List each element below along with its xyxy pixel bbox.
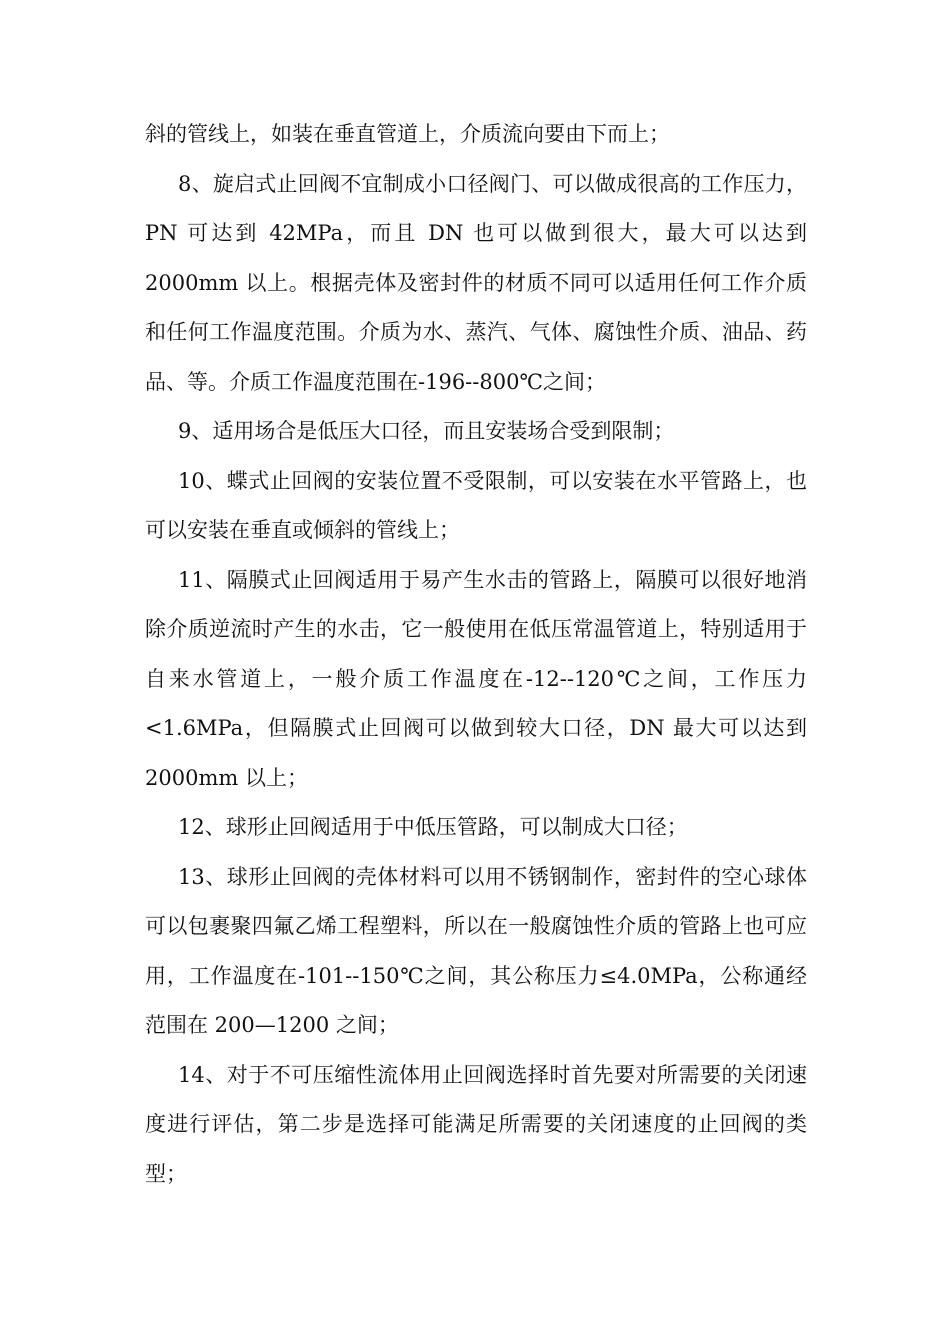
paragraph-item-14: 14、对于不可压缩性流体用止回阀选择时首先要对所需要的关闭速度进行评估，第二步是选择可能满足所需要的关闭速度的止回阀的类型； (145, 1062, 807, 1186)
paragraph-item-10: 10、蝶式止回阀的安装位置不受限制，可以安装在水平管路上，也可以安装在垂直或倾斜的管线上； (145, 468, 807, 542)
paragraph-item-9: 9、适用场合是低压大口径，而且安装场合受到限制； (178, 419, 675, 443)
paragraph-item-8: 8、旋启式止回阀不宜制成小口径阀门、可以做成很高的工作压力，PN 可达到 42MPa，而且 DN 也可以做到很大，最大可以达到 2000mm 以上。根据壳体及密封件的材质不同可以适用任何工作介质和任何工作温度范围。介质为水、蒸汽、气体、腐蚀性介质、油品、药品、等。介质工作温度范围在-196--800℃之间； (145, 171, 807, 394)
paragraph-item-11: 11、隔膜式止回阀适用于易产生水击的管路上，隔膜可以很好地消除介质逆流时产生的水击，它一般使用在低压常温管道上，特别适用于自来水管道上，一般介质工作温度在-12--120℃之间，工作压力<1.6MPa，但隔膜式止回阀可以做到较大口径，DN 最大可以达到 2000mm 以上； (145, 567, 807, 790)
paragraph-item-13: 13、球形止回阀的壳体材料可以用不锈钢制作，密封件的空心球体可以包裹聚四氟乙烯工程塑料，所以在一般腐蚀性介质的管路上也可应用，工作温度在-101--150℃之间，其公称压力≤4.0MPa，公称通经范围在 200—1200 之间； (145, 864, 807, 1037)
document-body (145, 110, 807, 1199)
paragraph-continuation: 斜的管线上，如装在垂直管道上，介质流向要由下而上； (145, 122, 670, 146)
paragraph-item-12: 12、球形止回阀适用于中低压管路，可以制成大口径； (178, 815, 688, 839)
